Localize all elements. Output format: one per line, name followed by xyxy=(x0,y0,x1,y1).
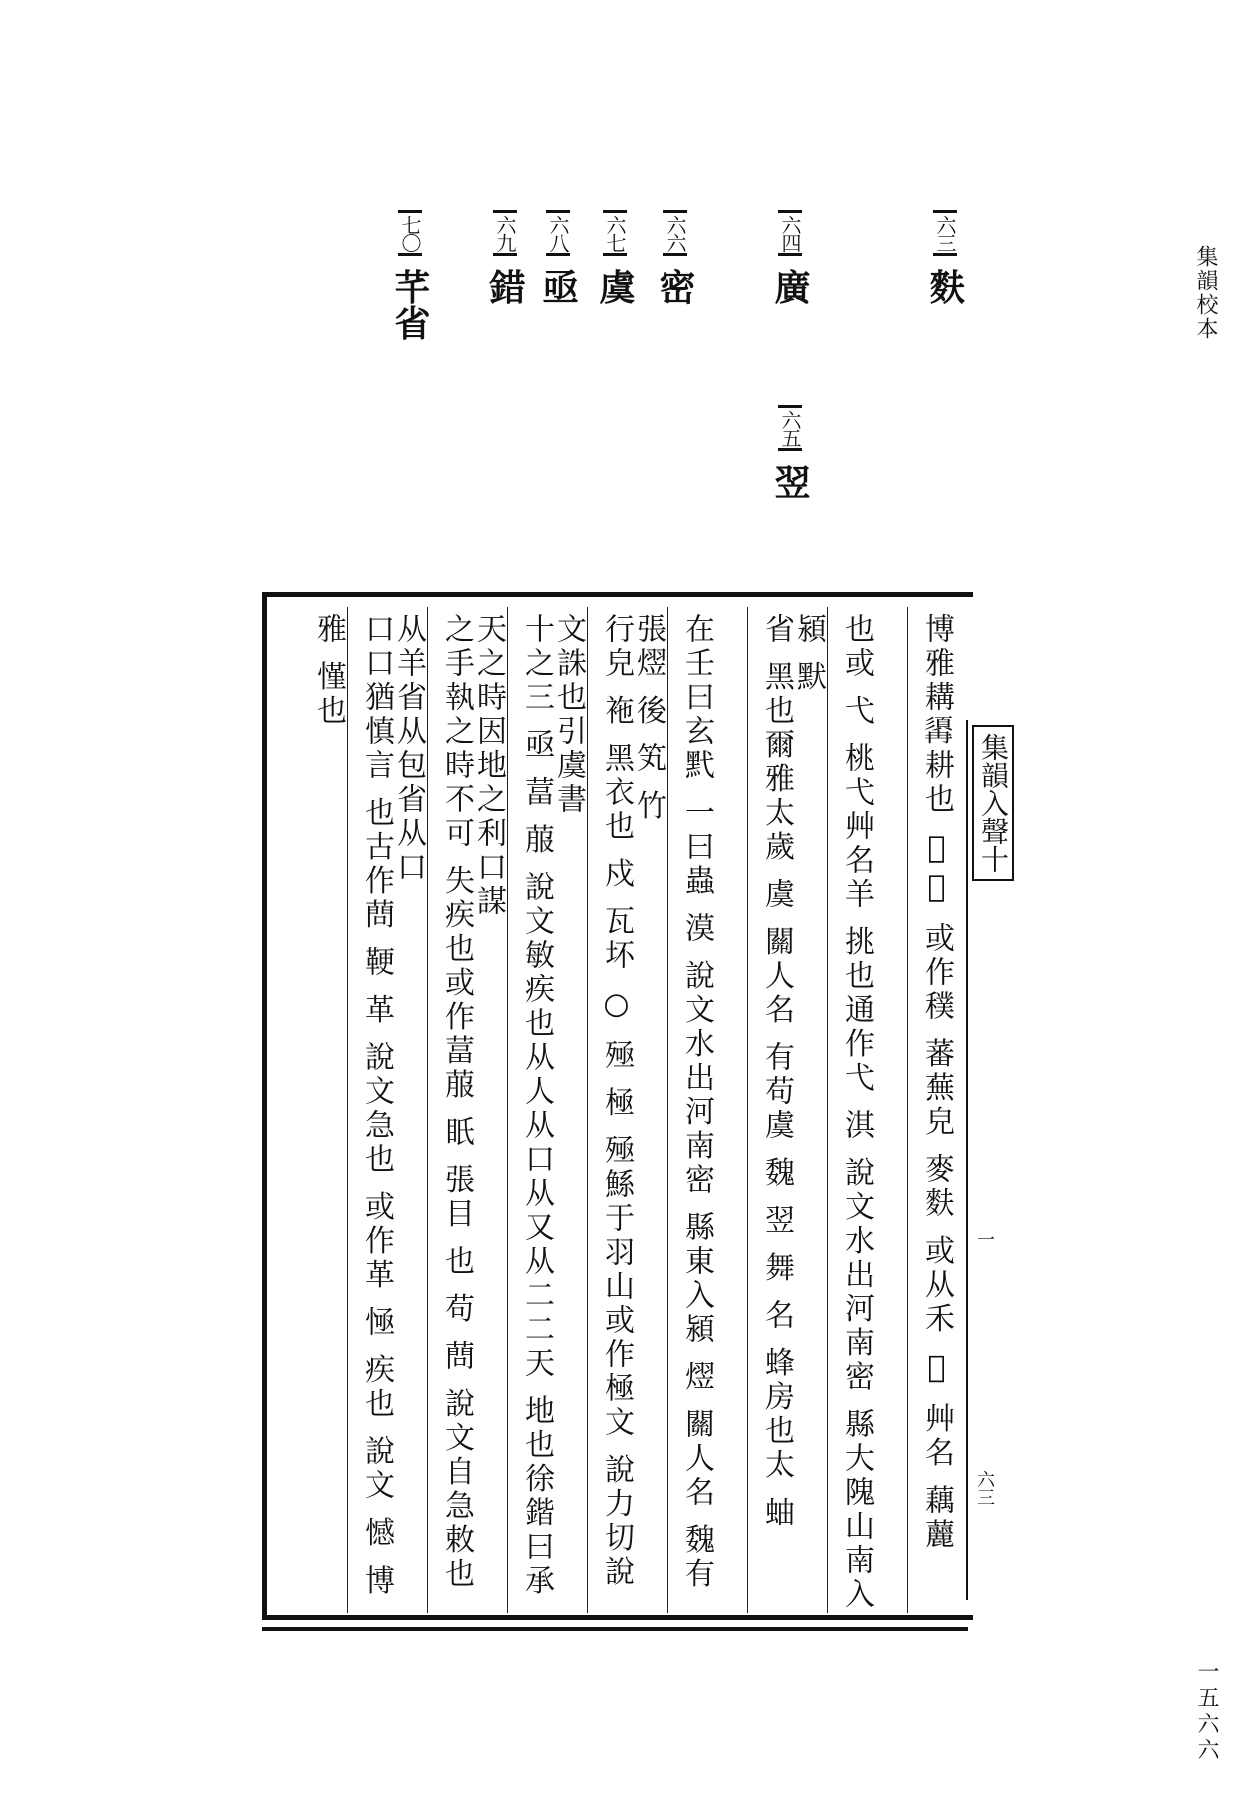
woodblock-text-frame xyxy=(262,592,973,1620)
text-column: 口口猶慎言 也古作蔄 鞕 革 說文急也 或作革 㥛 疾也 說文 憾 博雅 慬也 xyxy=(347,607,400,1613)
note-number: 六九 xyxy=(493,210,517,256)
text-column: 十之三 亟 葍 菔 說文敏疾也从人从口从又从二二天 地也徐鍇曰承天之時因地之利口謀 xyxy=(507,607,560,1613)
note-text: 翌 xyxy=(769,463,811,500)
book-title-header: 集韻校本 xyxy=(1193,245,1218,341)
note-number: 六八 xyxy=(546,210,570,256)
collation-note xyxy=(770,405,810,500)
collation-note xyxy=(538,210,578,305)
collation-note xyxy=(770,210,810,305)
text-column: 博雅耩𩓾耕也 𥟂穙 或作穙 蕃蕪皃 麥麩 或从禾 𦴝 艸名 藕䕻 xyxy=(907,607,960,1613)
text-column: 省 黑也爾雅太歲 虞 關人名 有苟虞 魏 翌 舞 名 蜂房也太 蚰 xyxy=(747,607,800,1613)
note-text: 廣 xyxy=(769,268,811,305)
note-number: 六三 xyxy=(933,210,957,256)
text-column: 也或 弋 桃弋艸名羊 挑也通作弋 淇 說文水出河南密 縣大隗山南入潁 默 xyxy=(827,607,880,1613)
note-number: 七〇 xyxy=(398,210,422,256)
page-number: 一五六六 xyxy=(1194,1660,1219,1764)
note-number: 六四 xyxy=(778,210,802,256)
note-text: 麩 xyxy=(924,268,966,305)
note-text: 密 xyxy=(654,268,696,305)
collation-note xyxy=(925,210,965,305)
text-column: 之手執之時不可 失疾也或作葍菔 眂 張目 也 苟 蔄 說文自急敕也 从羊省从包省从口 xyxy=(427,607,480,1613)
note-text: 亟 xyxy=(537,268,579,305)
leaf-number: 一 xyxy=(974,1230,995,1248)
collation-note xyxy=(485,210,525,305)
note-number: 六六 xyxy=(663,210,687,256)
note-text: 芊省 xyxy=(389,268,431,341)
note-text: 虞 xyxy=(594,268,636,305)
volume-label: 集韻入聲十 xyxy=(972,725,1014,881)
text-column: 在壬曰玄黓 一曰蟲 漠 說文水出河南密 縣東入潁 熤 關人名 魏有張熤 後 笂 竹 xyxy=(667,607,720,1613)
text-column: 行皃 袘 黑衣也 戍 瓦坏 ○ 殛 極 殛鯀于羽山或作極文 說力切說文誅也引虞書 xyxy=(587,607,640,1613)
note-number: 六七 xyxy=(603,210,627,256)
collation-note xyxy=(390,210,430,341)
collation-note xyxy=(655,210,695,305)
note-number: 六五 xyxy=(778,405,802,451)
collation-note xyxy=(595,210,635,305)
frame-bottom-rule xyxy=(262,1627,968,1631)
tab-note: 六三 xyxy=(974,1470,995,1506)
note-text: 錯 xyxy=(484,268,526,305)
